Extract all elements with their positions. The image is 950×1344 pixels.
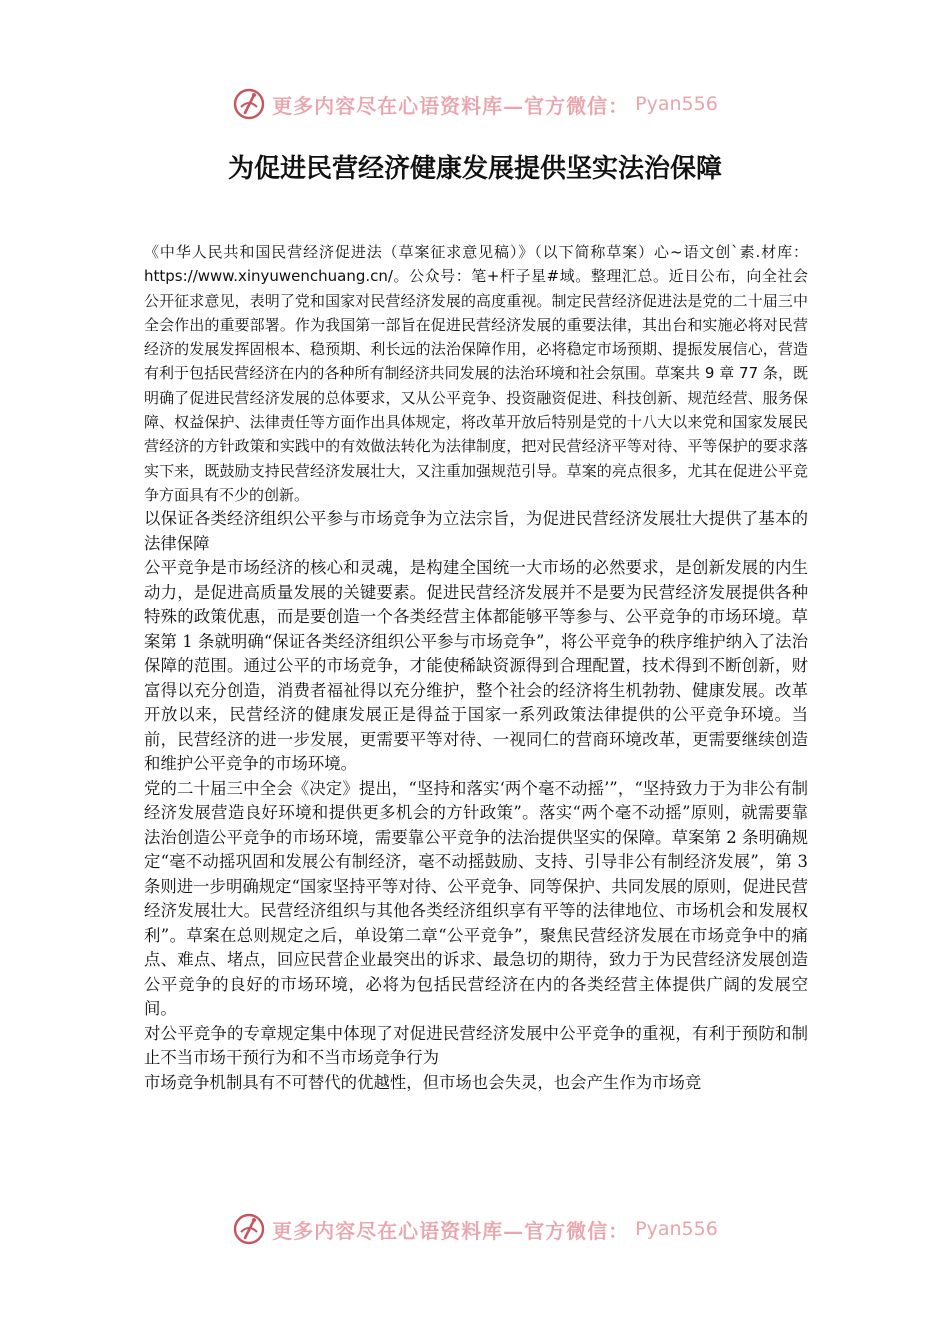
book-logo-icon — [232, 87, 266, 121]
banner-wechat-id: Pyan556 — [635, 1218, 718, 1240]
body-paragraph: 市场竞争机制具有不可替代的优越性，但市场也会失灵，也会产生作为市场竞 — [144, 1072, 702, 1092]
body-paragraph: 对公平竞争的专章规定集中体现了对促进民营经济发展中公平竞争的重视，有利于预防和制止不当市场干预行为和不当市场竞争行为 — [144, 1023, 808, 1068]
body-paragraph: 以保证各类经济组织公平参与市场竞争为立法宗旨，为促进民营经济发展壮大提供了基本的法律保障 — [144, 509, 808, 553]
banner-text: 更多内容尽在心语资料库—官方微信： — [272, 1218, 630, 1243]
intro-paragraph: 《中华人民共和国民营经济促进法（草案征求意见稿）》（以下简称草案）心~语文创`素.材库：https://www.xinyuwenchuang.cn/。公众号：笔+杆子星#域。整理汇总。近日公布，向全社会公开征求意见，表明了党和国家对民营经济发展的高度重视。制定民营经济促进法是党的二十届三中全会作出的重要部署。作为我国第一部旨在促进民营经济发展的重要法律，其出台和实施必将对民营经济的发展发挥固根本、稳预期、利长远的法治保障作用，必将稳定市场预期、提振发展信心，营造有利于包括民营经济在内的各种所有制经济共同发展的法治环境和社会氛围。草案共 9 章 77 条，既明确了促进民营经济发展的总体要求，又从公平竞争、投资融资促进、科技创新、规范经营、服务保障、权益保护、法律责任等方面作出具体规定，将改革开放后特别是党的十八大以来党和国家发展民营经济的方针政策和实践中的有效做法转化为法律制度，把对民营经济平等对待、平等保护的要求落实下来，既鼓励支持民营经济发展壮大，又注重加强规范引导。草案的亮点很多，尤其在促进公平竞争方面具有不少的创新。 — [144, 243, 808, 504]
header-banner — [0, 82, 950, 126]
footer-banner — [0, 1207, 950, 1251]
banner-wechat-id: Pyan556 — [635, 93, 718, 115]
body-paragraph: 党的二十届三中全会《决定》提出，“坚持和落实‘两个毫不动摇’”，“坚持致力于为非公有制经济发展营造良好环境和提供更多机会的方针政策”。落实“两个毫不动摇”原则，就需要靠法治创造公平竞争的市场环境，需要靠公平竞争的法治提供坚实的保障。草案第 2 条明确规定“毫不动摇巩固和发展公有制经济，毫不动摇鼓励、支持、引导非公有制经济发展”，第 3 条则进一步明确规定“国家坚持平等对待、公平竞争、同等保护、共同发展的原则，促进民营经济发展壮大。民营经济组织与其他各类经济组织享有平等的法律地位、市场机会和发展权利”。草案在总则规定之后，单设第二章“公平竞争”，聚焦民营经济发展在市场竞争中的痛点、难点、堵点，回应民营企业最突出的诉求、最急切的期待，致力于为民营经济发展创造公平竞争的良好的市场环境，必将为包括民营经济在内的各类经营主体提供广阔的发展空间。 — [144, 778, 809, 1019]
document-title: 为促进民营经济健康发展提供坚实法治保障 — [227, 154, 722, 184]
banner-text: 更多内容尽在心语资料库—官方微信： — [272, 93, 630, 118]
body-paragraph: 公平竞争是市场经济的核心和灵魂，是构建全国统一大市场的必然要求，是创新发展的内生动力，是促进高质量发展的关键要素。促进民营经济发展并不是要为民营经济发展提供各种特殊的政策优惠，而是要创造一个各类经营主体都能够平等参与、公平竞争的市场环境。草案第 1 条就明确“保证各类经济组织公平参与市场竞争”，将公平竞争的秩序维护纳入了法治保障的范围。通过公平的市场竞争，才能使稀缺资源得到合理配置，技术得到不断创新，财富得以充分创造，消费者福祉得以充分维护，整个社会的经济将生机勃勃、健康发展。改革开放以来，民营经济的健康发展正是得益于国家一系列政策法律提供的公平竞争环境。当前，民营经济的进一步发展，更需要平等对待、一视同仁的营商环境改革，更需要继续创造和维护公平竞争的市场环境。 — [144, 558, 808, 774]
book-logo-icon — [232, 1212, 266, 1246]
document-body — [144, 240, 808, 1095]
